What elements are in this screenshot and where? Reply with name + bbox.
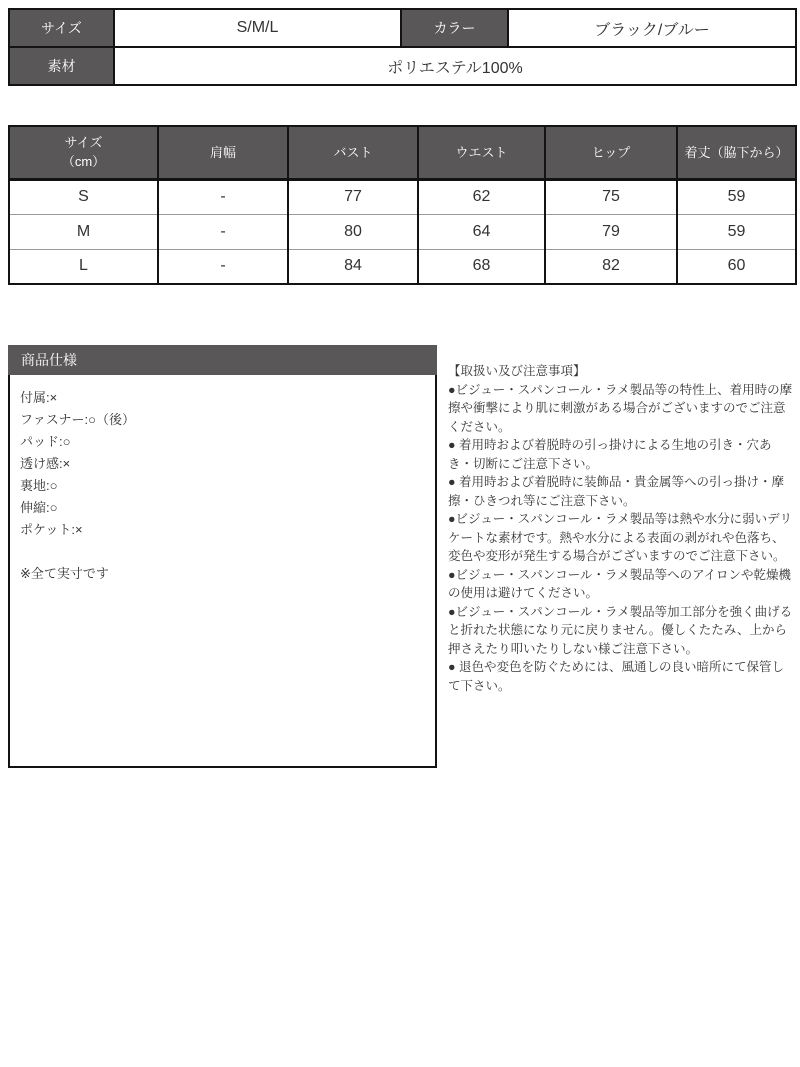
product-spec-box bbox=[8, 345, 437, 768]
size-row-m bbox=[9, 214, 796, 249]
notice-item: ● 着用時および着脱時の引っ掛けによる生地の引き・穴あき・切断にご注意下さい。 bbox=[448, 438, 772, 471]
size-chart-header-row bbox=[9, 126, 796, 179]
size-cell: M bbox=[9, 214, 158, 249]
length-cell: 60 bbox=[677, 249, 796, 284]
size-row-l bbox=[9, 249, 796, 284]
size-row-s bbox=[9, 179, 796, 214]
spec-item-stretch: 伸縮:○ bbox=[20, 500, 58, 515]
size-chart-table bbox=[8, 125, 797, 285]
info-row-material bbox=[9, 47, 796, 85]
product-info-table bbox=[8, 8, 797, 86]
notice-item: ●ビジュー・スパンコール・ラメ製品等加工部分を強く曲げると折れた状態になり元に戻りません。優しくたたみ、上から押さえたり叩いたりしない様ご注意下さい。 bbox=[448, 604, 793, 656]
size-cell: L bbox=[9, 249, 158, 284]
hip-cell: 75 bbox=[545, 179, 677, 214]
waist-cell: 64 bbox=[418, 214, 545, 249]
size-label: サイズ bbox=[9, 9, 114, 47]
size-chart-header-size bbox=[9, 126, 158, 179]
shoulder-cell: - bbox=[158, 214, 288, 249]
notice-item: ●ビジュー・スパンコール・ラメ製品等の特性上、着用時の摩擦や衝撃により肌に刺激がある場合がございますのでご注意ください。 bbox=[448, 382, 793, 434]
waist-cell: 68 bbox=[418, 249, 545, 284]
shoulder-cell: - bbox=[158, 249, 288, 284]
hip-cell: 82 bbox=[545, 249, 677, 284]
size-chart-header-hip: ヒップ bbox=[545, 126, 677, 179]
size-cell: S bbox=[9, 179, 158, 214]
spec-item-sheerness: 透け感:× bbox=[20, 456, 71, 471]
length-cell: 59 bbox=[677, 179, 796, 214]
waist-cell: 62 bbox=[418, 179, 545, 214]
notice-item: ● 退色や変色を防ぐためには、風通しの良い暗所にて保管して下さい。 bbox=[448, 660, 785, 693]
bust-cell: 80 bbox=[288, 214, 418, 249]
bottom-section bbox=[8, 345, 795, 768]
notice-item: ●ビジュー・スパンコール・ラメ製品等へのアイロンや乾燥機の使用は避けてください。 bbox=[448, 567, 792, 600]
bust-cell: 84 bbox=[288, 249, 418, 284]
spec-item-lining: 裏地:○ bbox=[20, 478, 58, 493]
color-label: カラー bbox=[401, 9, 508, 47]
color-value: ブラック/ブルー bbox=[508, 9, 796, 47]
product-spec-body bbox=[8, 375, 437, 768]
spec-item-pocket: ポケット:× bbox=[20, 522, 83, 537]
material-value: ポリエステル100% bbox=[114, 47, 796, 85]
size-chart-header-size-line1: サイズ bbox=[64, 135, 103, 151]
material-label: 素材 bbox=[9, 47, 114, 85]
size-chart-header-waist: ウエスト bbox=[418, 126, 545, 179]
spec-note-actual-size: ※全て実寸です bbox=[20, 566, 109, 581]
hip-cell: 79 bbox=[545, 214, 677, 249]
length-cell: 59 bbox=[677, 214, 796, 249]
spec-item-fastener: ファスナー:○（後） bbox=[20, 412, 135, 427]
bust-cell: 77 bbox=[288, 179, 418, 214]
notice-item: ●ビジュー・スパンコール・ラメ製品等は熱や水分に弱いデリケートな素材です。熱や水分による表面の剥がれや色落ち、変色や変形が発生する場合がございますのでご注意下さい。 bbox=[448, 512, 793, 563]
size-value: S/M/L bbox=[114, 9, 401, 47]
spec-item-pad: パッド:○ bbox=[20, 434, 71, 449]
info-row-size-color bbox=[9, 9, 796, 47]
product-spec-title-bar: 商品仕様 bbox=[8, 345, 437, 375]
shoulder-cell: - bbox=[158, 179, 288, 214]
spec-item-accessory: 付属:× bbox=[20, 390, 58, 405]
size-chart-header-bust: バスト bbox=[288, 126, 418, 179]
notice-item: ● 着用時および着脱時に装飾品・貴金属等への引っ掛け・摩擦・ひきつれ等にご注意下さい。 bbox=[448, 475, 785, 508]
size-chart-header-size-line2: （cm） bbox=[61, 154, 106, 170]
size-chart-header-shoulder: 肩幅 bbox=[158, 126, 288, 179]
handling-notices bbox=[448, 345, 796, 695]
size-chart-header-length: 着丈（脇下から） bbox=[677, 126, 796, 179]
handling-notices-title: 【取扱い及び注意事項】 bbox=[448, 364, 586, 378]
